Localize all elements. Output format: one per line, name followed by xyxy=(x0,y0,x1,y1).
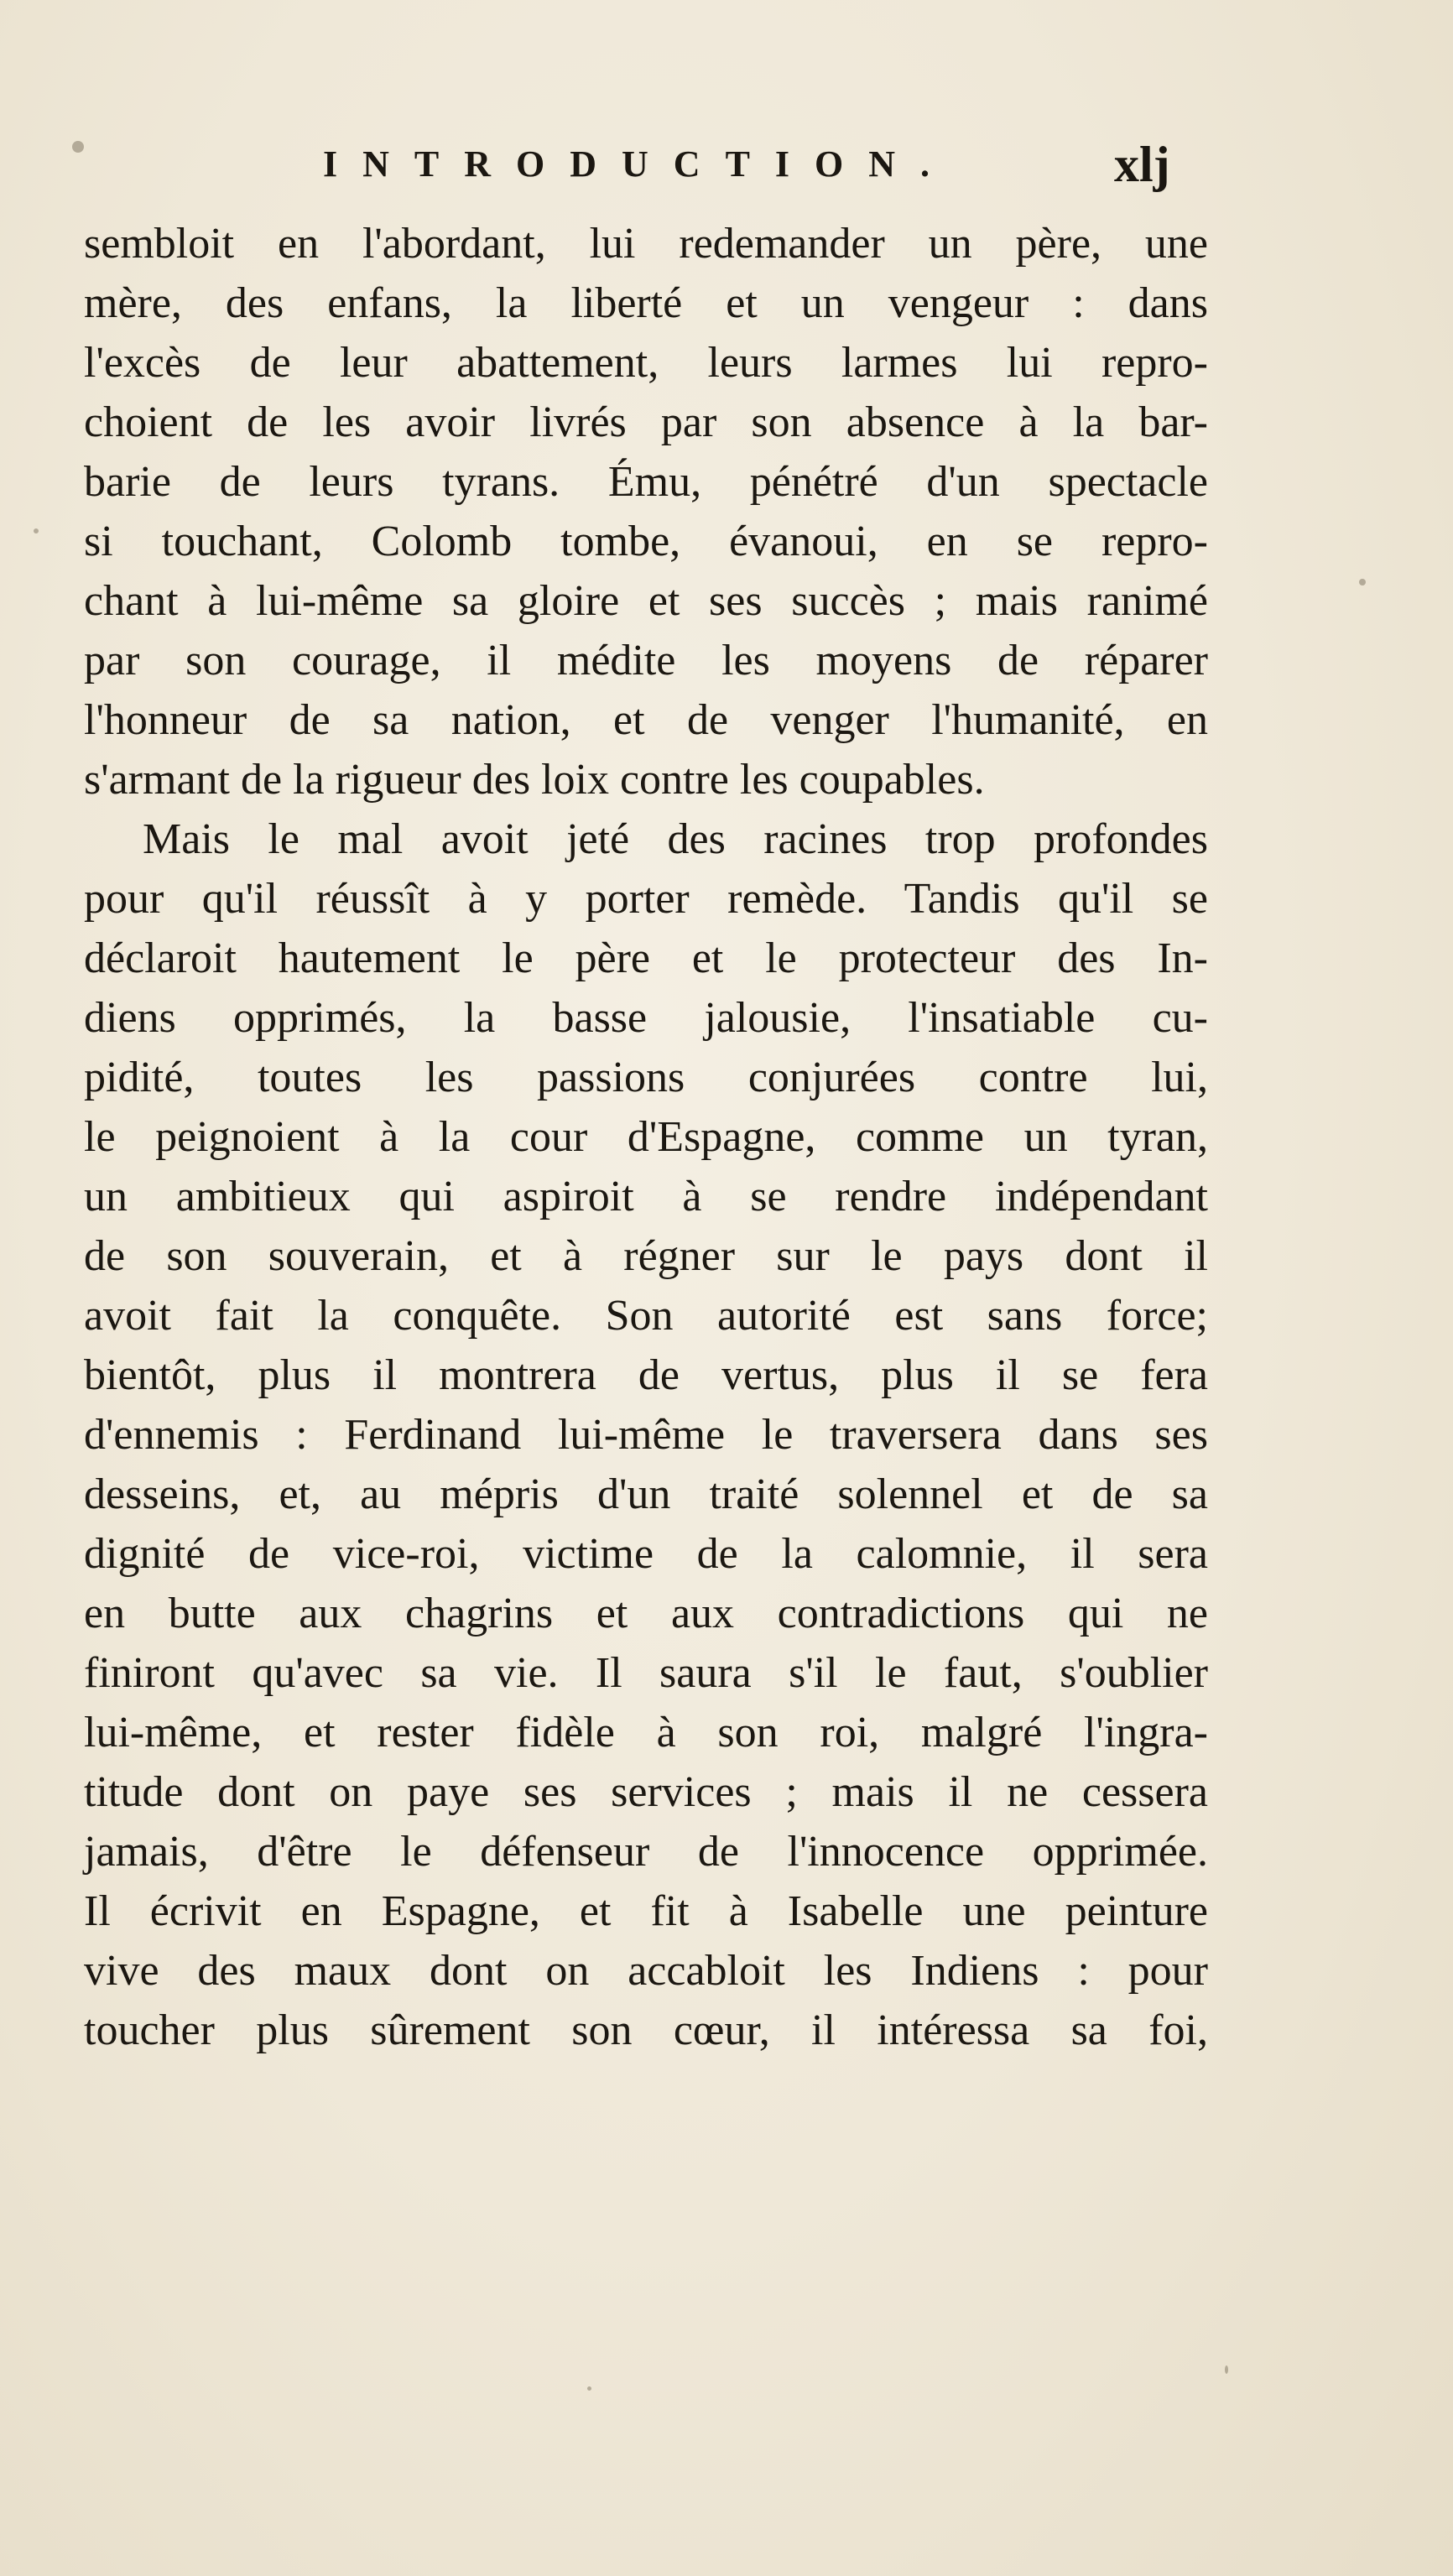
text-line: choient de les avoir livrés par son absence à la bar- xyxy=(84,398,1208,446)
text-line: avoit fait la conquête. Son autorité est sans force; xyxy=(84,1292,1208,1340)
text-line: mère, des enfans, la liberté et un vengeur : dans xyxy=(84,279,1208,327)
ink-speck xyxy=(587,2386,591,2391)
text-line: pidité, toutes les passions conjurées contre lui, xyxy=(84,1054,1208,1101)
text-line: toucher plus sûrement son cœur, il intéressa sa foi, xyxy=(84,2006,1208,2054)
text-line: vive des maux dont on accabloit les Indiens : pour xyxy=(84,1947,1208,1995)
text-line: en butte aux chagrins et aux contradictions qui ne xyxy=(84,1590,1208,1637)
text-line: finiront qu'avec sa vie. Il saura s'il le faut, s'oublier xyxy=(84,1649,1208,1697)
text-line: déclaroit hautement le père et le protecteur des In- xyxy=(84,934,1208,982)
text-line: par son courage, il médite les moyens de réparer xyxy=(84,637,1208,684)
ink-speck xyxy=(34,528,39,533)
text-line: de son souverain, et à régner sur le pays dont il xyxy=(84,1232,1208,1280)
text-line: Mais le mal avoit jeté des racines trop profondes xyxy=(143,815,1208,863)
text-line: pour qu'il réussît à y porter remède. Tandis qu'il se xyxy=(84,875,1208,923)
text-line: s'armant de la rigueur des loix contre les coupables. xyxy=(84,756,985,804)
ink-speck xyxy=(1225,2365,1228,2374)
text-line: le peignoient à la cour d'Espagne, comme un tyran, xyxy=(84,1113,1208,1161)
text-line: un ambitieux qui aspiroit à se rendre indépendant xyxy=(84,1173,1208,1220)
body-text xyxy=(84,214,1208,2060)
text-line: si touchant, Colomb tombe, évanoui, en se repro- xyxy=(84,518,1208,565)
text-line: sembloit en l'abordant, lui redemander un père, une xyxy=(84,220,1208,268)
text-line: jamais, d'être le défenseur de l'innocence opprimée. xyxy=(84,1828,1208,1876)
text-line: desseins, et, au mépris d'un traité solennel et de sa xyxy=(84,1470,1208,1518)
text-line: lui-même, et rester fidèle à son roi, malgré l'ingra- xyxy=(84,1709,1208,1756)
text-line: diens opprimés, la basse jalousie, l'insatiable cu- xyxy=(84,994,1208,1042)
running-title: INTRODUCTION. xyxy=(323,143,956,185)
text-line: titude dont on paye ses services ; mais il ne cessera xyxy=(84,1768,1208,1816)
text-line: chant à lui-même sa gloire et ses succès ; mais ranimé xyxy=(84,577,1208,625)
page-header xyxy=(0,137,1453,210)
page-number: xlj xyxy=(1114,137,1170,192)
text-line: barie de leurs tyrans. Ému, pénétré d'un spectacle xyxy=(84,458,1208,506)
text-line: Il écrivit en Espagne, et fit à Isabelle une peinture xyxy=(84,1887,1208,1935)
ink-speck xyxy=(1359,579,1366,585)
ink-speck xyxy=(72,141,84,153)
text-line: l'excès de leur abattement, leurs larmes lui repro- xyxy=(84,339,1208,387)
text-line: d'ennemis : Ferdinand lui-même le traversera dans ses xyxy=(84,1411,1208,1459)
text-line: dignité de vice-roi, victime de la calomnie, il sera xyxy=(84,1530,1208,1578)
text-line: bientôt, plus il montrera de vertus, plus il se fera xyxy=(84,1351,1208,1399)
text-line: l'honneur de sa nation, et de venger l'humanité, en xyxy=(84,696,1208,744)
